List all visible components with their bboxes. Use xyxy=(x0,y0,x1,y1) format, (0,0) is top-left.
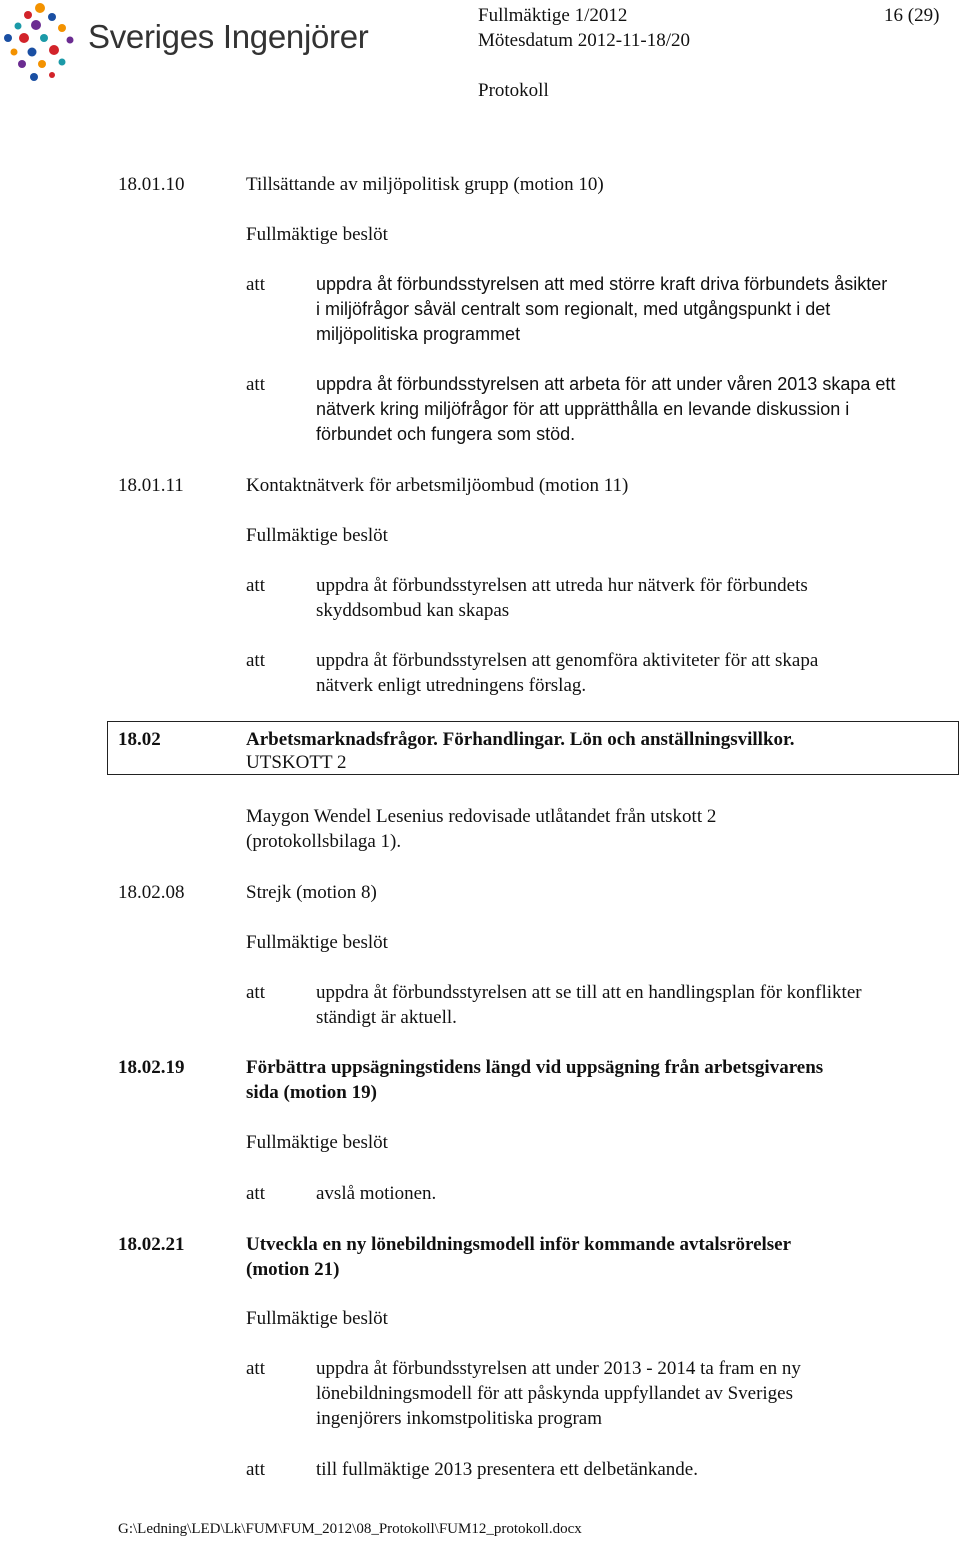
logo-dot xyxy=(49,72,55,78)
decision-text: avslå motionen. xyxy=(316,1183,437,1204)
decision-text: till fullmäktige 2013 presentera ett delbetänkande. xyxy=(316,1459,698,1480)
decision-text: miljöpolitiska programmet xyxy=(316,324,521,344)
logo-text: Sveriges Ingenjörer xyxy=(88,18,369,55)
logo-dot xyxy=(4,34,12,42)
att-label: att xyxy=(246,1183,265,1204)
decision-text: uppdra åt förbundsstyrelsen att utreda hur nätverk för förbundets xyxy=(316,575,808,596)
section-title: (motion 21) xyxy=(246,1259,340,1280)
page-number: 16 (29) xyxy=(884,5,940,26)
logo-dot xyxy=(11,49,18,56)
decision-text: uppdra åt förbundsstyrelsen att under 2013 - 2014 ta fram en ny xyxy=(316,1358,801,1379)
section-number: 18.02.19 xyxy=(118,1057,185,1078)
logo-dots-icon xyxy=(0,0,90,90)
decision-heading: Fullmäktige beslöt xyxy=(246,932,388,953)
section-subtitle: UTSKOTT 2 xyxy=(246,752,347,773)
decision-heading: Fullmäktige beslöt xyxy=(246,224,388,245)
meeting-title: Fullmäktige 1/2012 xyxy=(478,5,628,26)
logo-dot xyxy=(28,48,37,57)
section-title: Arbetsmarknadsfrågor. Förhandlingar. Lön och anställningsvillkor. xyxy=(246,729,795,750)
footer-file-path: G:\Ledning\LED\Lk\FUM\FUM_2012\08_Protokoll\FUM12_protokoll.docx xyxy=(118,1521,582,1537)
decision-text: lönebildningsmodell för att påskynda uppfyllandet av Sveriges xyxy=(316,1383,794,1404)
body-text: Maygon Wendel Lesenius redovisade utlåtandet från utskott 2 xyxy=(246,806,717,827)
section-number: 18.02.21 xyxy=(118,1234,185,1255)
att-label: att xyxy=(246,1358,265,1379)
logo-dot xyxy=(59,59,66,66)
decision-text: uppdra åt förbundsstyrelsen att med större kraft driva förbundets åsikter xyxy=(316,274,888,294)
logo-dot xyxy=(67,37,74,44)
decision-text: ingenjörers inkomstpolitiska program xyxy=(316,1408,603,1429)
att-label: att xyxy=(246,650,265,671)
decision-heading: Fullmäktige beslöt xyxy=(246,1308,388,1329)
section-number: 18.01.11 xyxy=(118,475,184,496)
section-title: Utveckla en ny lönebildningsmodell inför kommande avtalsrörelser xyxy=(246,1234,792,1255)
section-number: 18.02.08 xyxy=(118,882,185,903)
decision-text: förbundet och fungera som stöd. xyxy=(316,424,576,444)
section-number: 18.01.10 xyxy=(118,174,185,195)
logo-dot xyxy=(35,3,45,13)
section-title: Tillsättande av miljöpolitisk grupp (motion 10) xyxy=(246,174,604,195)
decision-text: i miljöfrågor såväl centralt som regionalt, med utgångspunkt i det xyxy=(316,299,831,319)
decision-text: ständigt är aktuell. xyxy=(316,1007,457,1028)
meeting-date: Mötesdatum 2012-11-18/20 xyxy=(478,30,690,51)
section-number: 18.02 xyxy=(118,729,161,750)
decision-text: uppdra åt förbundsstyrelsen att genomföra aktiviteter för att skapa xyxy=(316,650,819,671)
att-label: att xyxy=(246,982,265,1003)
logo-dot xyxy=(30,73,38,81)
decision-text: nätverk kring miljöfrågor för att upprätthålla en levande diskussion i xyxy=(316,399,850,419)
decision-heading: Fullmäktige beslöt xyxy=(246,1132,388,1153)
logo-dot xyxy=(40,34,48,42)
logo-dot xyxy=(49,45,59,55)
decision-text: skyddsombud kan skapas xyxy=(316,600,510,621)
section-title: Förbättra uppsägningstidens längd vid uppsägning från arbetsgivarens xyxy=(246,1057,824,1078)
att-label: att xyxy=(246,374,265,395)
logo-dot xyxy=(19,33,29,43)
att-label: att xyxy=(246,274,265,295)
att-label: att xyxy=(246,575,265,596)
doc-type: Protokoll xyxy=(478,80,549,101)
decision-heading: Fullmäktige beslöt xyxy=(246,525,388,546)
logo-dot xyxy=(24,11,32,19)
logo-dot xyxy=(31,20,41,30)
decision-text: uppdra åt förbundsstyrelsen att arbeta för att under våren 2013 skapa ett xyxy=(316,374,896,394)
decision-text: uppdra åt förbundsstyrelsen att se till att en handlingsplan för konflikter xyxy=(316,982,862,1003)
section-title: Strejk (motion 8) xyxy=(246,882,377,903)
logo-dot xyxy=(18,60,26,68)
body-text: (protokollsbilaga 1). xyxy=(246,831,402,852)
decision-text: nätverk enligt utredningens förslag. xyxy=(316,675,587,696)
logo-dot xyxy=(15,23,22,30)
section-title: sida (motion 19) xyxy=(246,1082,377,1103)
logo-dot xyxy=(58,24,66,32)
att-label: att xyxy=(246,1459,265,1480)
logo-dot xyxy=(48,13,56,21)
logo-dot xyxy=(38,60,46,68)
section-title: Kontaktnätverk för arbetsmiljöombud (motion 11) xyxy=(246,475,629,496)
